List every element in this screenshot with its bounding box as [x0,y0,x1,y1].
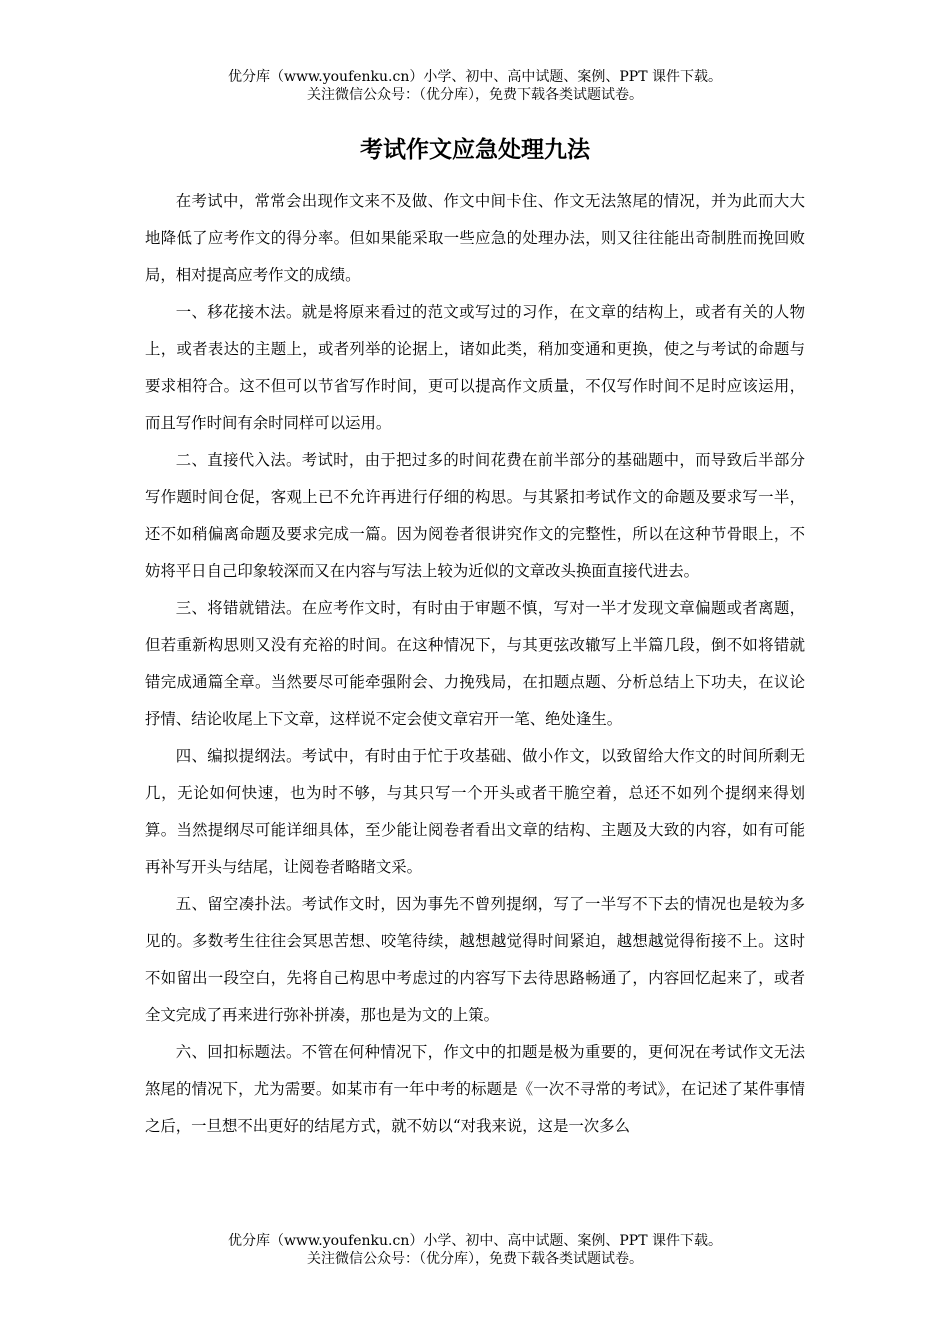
paragraph-intro: 在考试中，常常会出现作文来不及做、作文中间卡住、作文无法煞尾的情况，并为此而大大地降低了应考作文的得分率。但如果能采取一些应急的处理办法，则又往往能出奇制胜而挽回败局，相对提高应考作文的成绩。 [145,192,805,284]
footer-line-1: 优分库（www.youfenku.cn）小学、初中、高中试题、案例、PPT 课件下载。 [227,1233,722,1249]
page-header [0,68,950,104]
paragraph-method-6: 六、回扣标题法。不管在何种情况下，作文中的扣题是极为重要的，更何况在考试作文无法煞尾的情况下，尤为需要。如某市有一年中考的标题是《一次不寻常的考试》，在记述了某件事情之后，一旦想不出更好的结尾方式，就不妨以“对我来说，这是一次多么 [145,1043,805,1135]
document-body [145,183,805,1145]
paragraph-method-1: 一、移花接木法。就是将原来看过的范文或写过的习作，在文章的结构上，或者有关的人物上，或者表达的主题上，或者列举的论据上，诸如此类，稍加变通和更换，使之与考试的命题与要求相符合。这不但可以节省写作时间，更可以提高作文质量，不仅写作时间不足时应该运用，而且写作时间有余时同样可以运用。 [145,303,805,432]
paragraph-method-4: 四、编拟提纲法。考试中，有时由于忙于攻基础、做小作文，以致留给大作文的时间所剩无几，无论如何快速，也为时不够，与其只写一个开头或者干脆空着，总还不如列个提纲来得划算。当然提纲尽可能详细具体，至少能让阅卷者看出文章的结构、主题及大致的内容，如有可能再补写开头与结尾，让阅卷者略睹文采。 [145,747,805,876]
paragraph-method-5: 五、留空凑扑法。考试作文时，因为事先不曾列提纲，写了一半写不下去的情况也是较为多见的。多数考生往往会冥思苦想、咬笔待续，越想越觉得时间紧迫，越想越觉得衔接不上。这时不如留出一段空白，先将自己构思中考虑过的内容写下去待思路畅通了，内容回忆起来了，或者全文完成了再来进行弥补拼凑，那也是为文的上策。 [145,895,805,1024]
paragraph-method-2: 二、直接代入法。考试时，由于把过多的时间花费在前半部分的基础题中，而导致后半部分写作题时间仓促，客观上已不允许再进行仔细的构思。与其紧扣考试作文的命题及要求写一半，还不如稍偏离命题及要求完成一篇。因为阅卷者很讲究作文的完整性，所以在这种节骨眼上，不妨将平日自己印象较深而又在内容与写法上较为近似的文章改头换面直接代进去。 [145,451,805,580]
footer-line-2: 关注微信公众号：（优分库），免费下载各类试题试卷。 [307,1251,643,1267]
paragraph-method-3: 三、将错就错法。在应考作文时，有时由于审题不慎，写对一半才发现文章偏题或者离题，但若重新构思则又没有充裕的时间。在这种情况下，与其更弦改辙写上半篇几段，倒不如将错就错完成通篇全章。当然要尽可能牵强附会、力挽残局，在扣题点题、分析总结上下功夫，在议论抒情、结论收尾上下文章，这样说不定会使文章宕开一笔、绝处逢生。 [145,599,805,728]
page-footer [0,1232,950,1268]
header-line-2: 关注微信公众号：（优分库），免费下载各类试题试卷。 [307,87,643,103]
header-line-1: 优分库（www.youfenku.cn）小学、初中、高中试题、案例、PPT 课件下载。 [227,69,722,85]
document-title: 考试作文应急处理九法 [360,137,590,163]
